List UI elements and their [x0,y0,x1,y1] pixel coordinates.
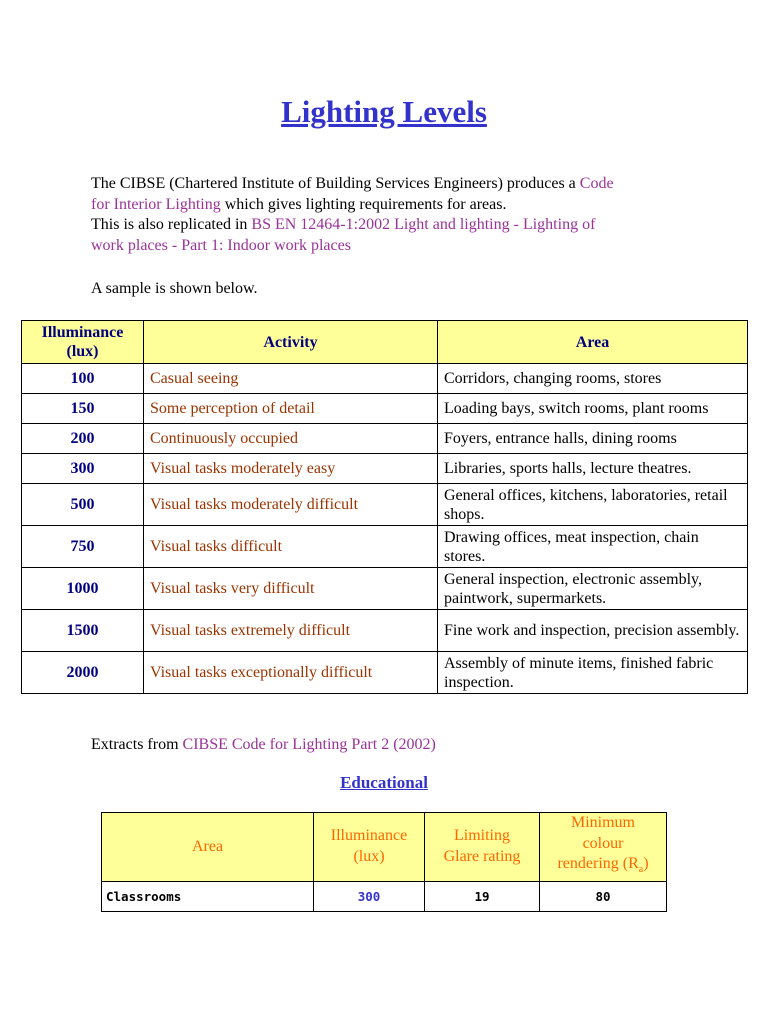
area-cell: Loading bays, switch rooms, plant rooms [438,394,748,424]
activity-cell: Visual tasks exceptionally difficult [144,652,438,694]
lux-cell: 200 [22,424,144,454]
colour-rendering-cell: 80 [540,881,667,911]
area-cell: Drawing offices, meat inspection, chain stores. [438,526,748,568]
table-row [22,424,748,454]
area-cell: General inspection, electronic assembly, paintwork, supermarkets. [438,568,748,610]
lux-cell: 100 [22,364,144,394]
table-header-row [22,321,748,364]
bs-en-link-cont[interactable]: work places - Part 1: Indoor work places [91,236,351,254]
table-row [22,610,748,652]
intro-text-3: This is also replicated in [91,216,252,233]
intro-text-1: The CIBSE (Chartered Institute of Building Services Engineers) produces a [91,175,580,192]
area-cell: Foyers, entrance halls, dining rooms [438,424,748,454]
lux-cell: 300 [22,454,144,484]
activity-cell: Visual tasks extremely difficult [144,610,438,652]
activity-cell: Visual tasks difficult [144,526,438,568]
intro-paragraph [91,174,691,256]
intro-text-2: which gives lighting requirements for areas. [220,195,507,213]
table-row [22,652,748,694]
lighting-levels-table [21,320,748,694]
code-link[interactable]: Code [579,175,614,192]
bs-en-link[interactable]: BS EN 12464-1:2002 Light and lighting - Lighting of [251,216,596,233]
activity-cell: Some perception of detail [144,394,438,424]
area-cell: Libraries, sports halls, lecture theatres. [438,454,748,484]
lux-cell: 1500 [22,610,144,652]
header-area: Area [102,813,314,882]
area-cell: Corridors, changing rooms, stores [438,364,748,394]
table-row [102,881,667,911]
header-glare-rating: Limiting Glare rating [425,813,540,882]
activity-cell: Casual seeing [144,364,438,394]
header-area: Area [438,321,748,364]
cibse-code-link[interactable]: CIBSE Code for Lighting Part 2 (2002) [182,736,436,753]
table-row [22,526,748,568]
table-row [22,454,748,484]
activity-cell: Continuously occupied [144,424,438,454]
code-link-cont[interactable]: for Interior Lighting [91,195,221,213]
table-header-row [102,813,667,882]
extracts-text [91,735,691,756]
table-row [22,394,748,424]
educational-table [101,812,667,912]
header-colour-rendering: Minimum colour rendering $(R_a)$ [540,813,667,882]
header-illuminance: Illuminance (lux) [314,813,425,882]
activity-cell: Visual tasks very difficult [144,568,438,610]
glare-cell: 19 [425,881,540,911]
table-row [22,568,748,610]
lux-cell: 500 [22,484,144,526]
header-activity: Activity [144,321,438,364]
extracts-prefix: Extracts from [91,736,183,753]
activity-cell: Visual tasks moderately easy [144,454,438,484]
sample-text: A sample is shown below. [91,280,258,297]
area-cell: Classrooms [102,881,314,911]
area-cell: Assembly of minute items, finished fabric inspection. [438,652,748,694]
educational-heading: Educational [340,773,428,792]
table-row [22,364,748,394]
header-illuminance: Illuminance (lux) [22,321,144,364]
page-title: Lighting Levels [281,94,487,129]
lux-cell: 150 [22,394,144,424]
illuminance-cell: 300 [314,881,425,911]
lux-cell: 1000 [22,568,144,610]
lux-cell: 750 [22,526,144,568]
lux-cell: 2000 [22,652,144,694]
area-cell: Fine work and inspection, precision assembly. [438,610,748,652]
activity-cell: Visual tasks moderately difficult [144,484,438,526]
table-row [22,484,748,526]
area-cell: General offices, kitchens, laboratories, retail shops. [438,484,748,526]
